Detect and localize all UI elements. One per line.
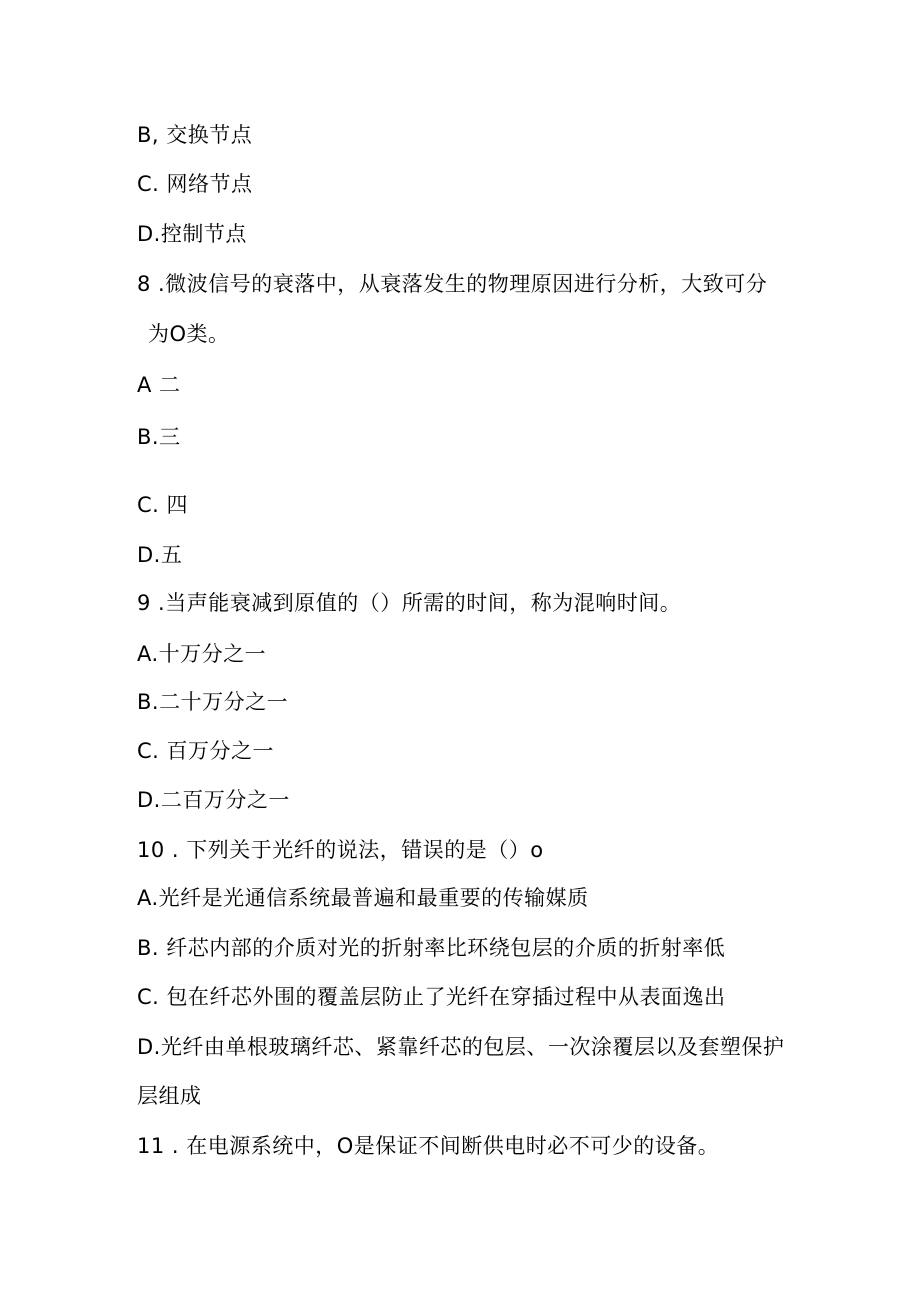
option-d-q10-line-2: 层组成 — [137, 1084, 202, 1108]
question-9: 9 .当声能衰减到原值的（）所需的时间，称为混响时间。 — [137, 591, 682, 615]
option-c-q8: C. 四 — [137, 493, 189, 517]
option-a-q9: A.十万分之一 — [137, 642, 267, 666]
question-10: 10 . 下列关于光纤的说法，错误的是（）o — [137, 838, 544, 862]
option-b-q7: B, 交换节点 — [137, 123, 253, 147]
option-d-q10-line-1: D.光纤由单根玻璃纤芯、紧靠纤芯的包层、一次涂覆层以及套塑保护 — [137, 1035, 785, 1059]
question-8-line-1: 8 .微波信号的衰落中，从衰落发生的物理原因进行分析，大致可分 — [137, 272, 768, 296]
option-d-q9: D.二百万分之一 — [137, 788, 290, 812]
option-b-q10: B. 纤芯内部的介质对光的折射率比环绕包层的介质的折射率低 — [137, 936, 726, 960]
question-11: 11 . 在电源系统中，O是保证不间断供电时必不可少的设备。 — [137, 1134, 720, 1158]
option-b-q8: B.三 — [137, 425, 181, 449]
question-8-line-2: 为O类。 — [148, 322, 230, 346]
option-c-q10: C. 包在纤芯外围的覆盖层防止了光纤在穿插过程中从表面逸出 — [137, 985, 726, 1009]
option-a-q10: A.光纤是光通信系统最普遍和最重要的传输媒质 — [137, 886, 589, 910]
option-d-q7: D.控制节点 — [137, 222, 247, 246]
option-a-q8: A 二 — [137, 373, 181, 397]
option-c-q9: C. 百万分之一 — [137, 739, 275, 763]
option-d-q8: D.五 — [137, 543, 183, 567]
option-c-q7: C. 网络节点 — [137, 172, 253, 196]
option-b-q9: B.二十万分之一 — [137, 690, 289, 714]
